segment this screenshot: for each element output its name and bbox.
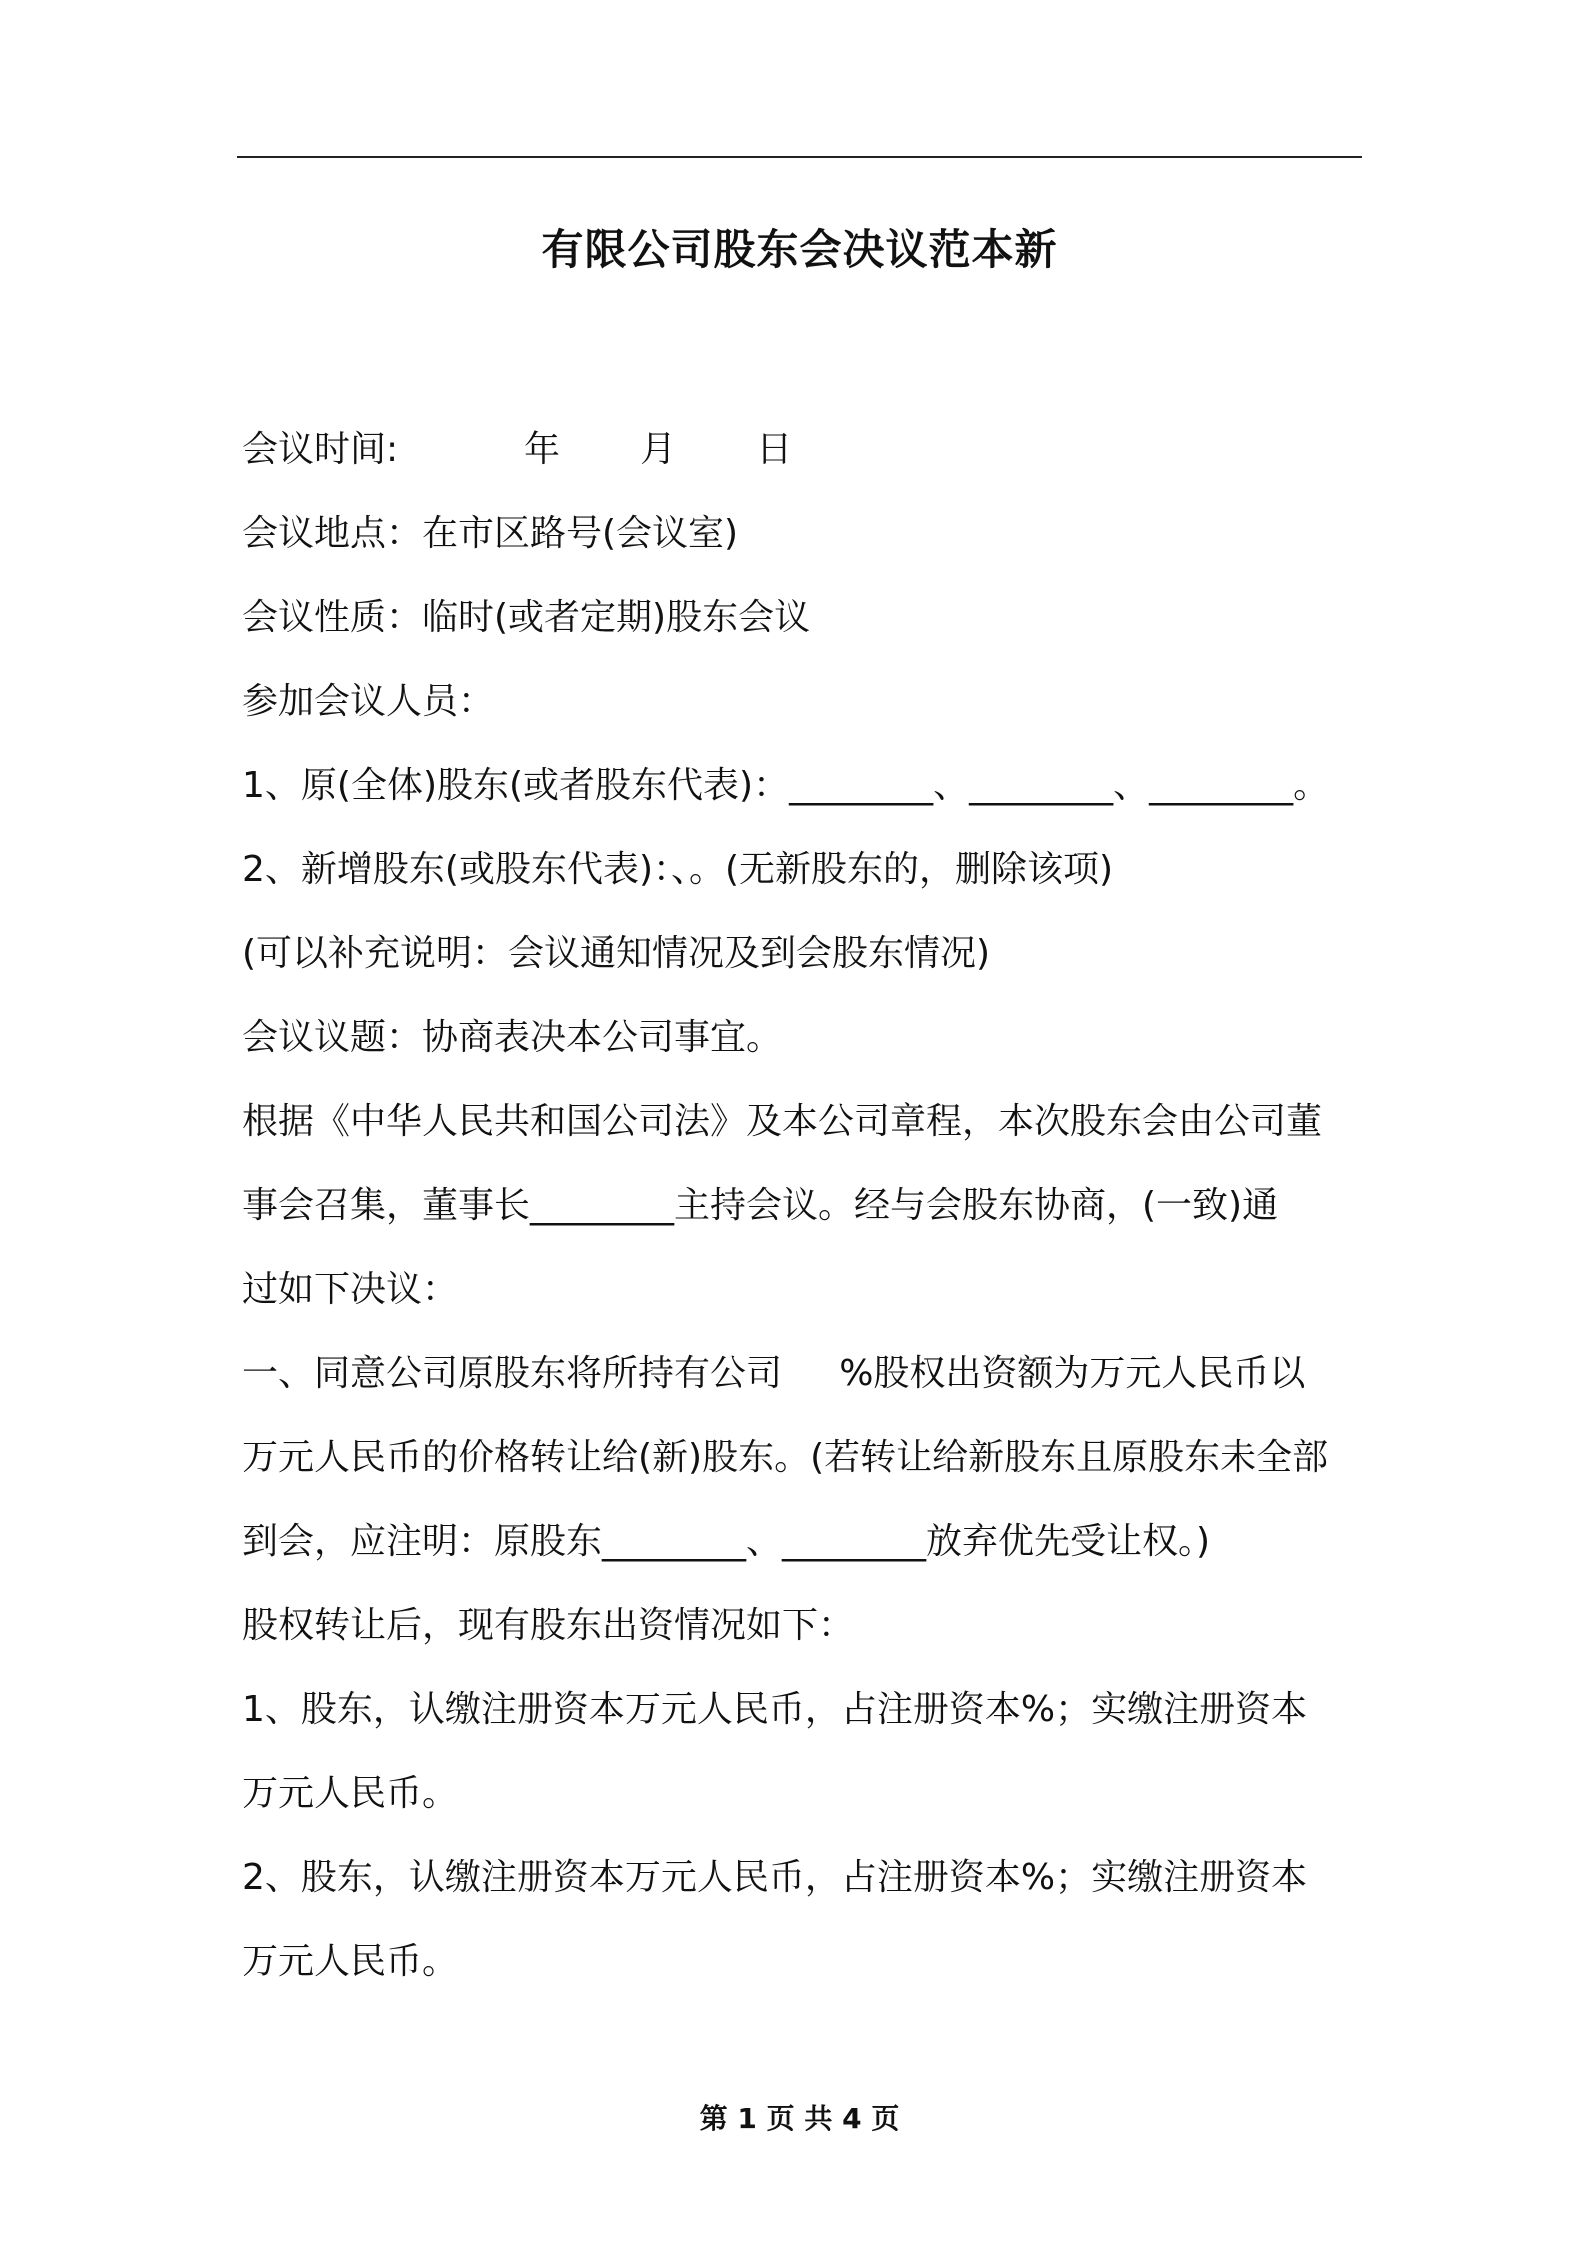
shareholder-item-line: 万元人民币。 (242, 1941, 459, 1982)
meeting-time-line: 会议时间: 年 月 日 (242, 429, 793, 470)
resolution-line: 到会，应注明：原股东________、________放弃优先受让权。) (242, 1521, 1211, 1562)
supplementary-note-line: (可以补充说明：会议通知情况及到会股东情况) (242, 933, 991, 974)
paragraph-line: 事会召集，董事长________主持会议。经与会股东协商，(一致)通 (242, 1185, 1279, 1226)
resolution-line: 一、同意公司原股东将所持有公司 %股权出资额为万元人民币以 (242, 1353, 1306, 1394)
header-rule (237, 156, 1362, 158)
document-title: 有限公司股东会决议范本新 (541, 225, 1058, 274)
attendees-heading: 参加会议人员： (242, 681, 495, 722)
shareholder-item-line: 万元人民币。 (242, 1773, 459, 1814)
document-body (242, 408, 1362, 2004)
equity-summary-heading: 股权转让后，现有股东出资情况如下： (242, 1605, 855, 1646)
shareholder-item-line: 2、股东，认缴注册资本万元人民币，占注册资本%；实缴注册资本 (242, 1857, 1308, 1898)
meeting-location-line: 会议地点：在市区路号(会议室) (242, 513, 739, 554)
paragraph-line: 过如下决议： (242, 1269, 459, 1310)
paragraph-line: 根据《中华人民共和国公司法》及本公司章程，本次股东会由公司董 (242, 1101, 1323, 1142)
resolution-line: 万元人民币的价格转让给(新)股东。(若转让给新股东且原股东未全部 (242, 1437, 1329, 1478)
page-number: 第 1 页 共 4 页 (699, 2102, 900, 2135)
meeting-topic-line: 会议议题：协商表决本公司事宜。 (242, 1017, 783, 1058)
meeting-nature-line: 会议性质：临时(或者定期)股东会议 (242, 597, 811, 638)
shareholder-item-line: 1、股东，认缴注册资本万元人民币，占注册资本%；实缴注册资本 (242, 1689, 1308, 1730)
original-shareholders-line: 1、原(全体)股东(或者股东代表)：________、________、________。 (242, 765, 1330, 806)
new-shareholders-line: 2、新增股东(或股东代表)：、。(无新股东的，删除该项) (242, 849, 1114, 890)
